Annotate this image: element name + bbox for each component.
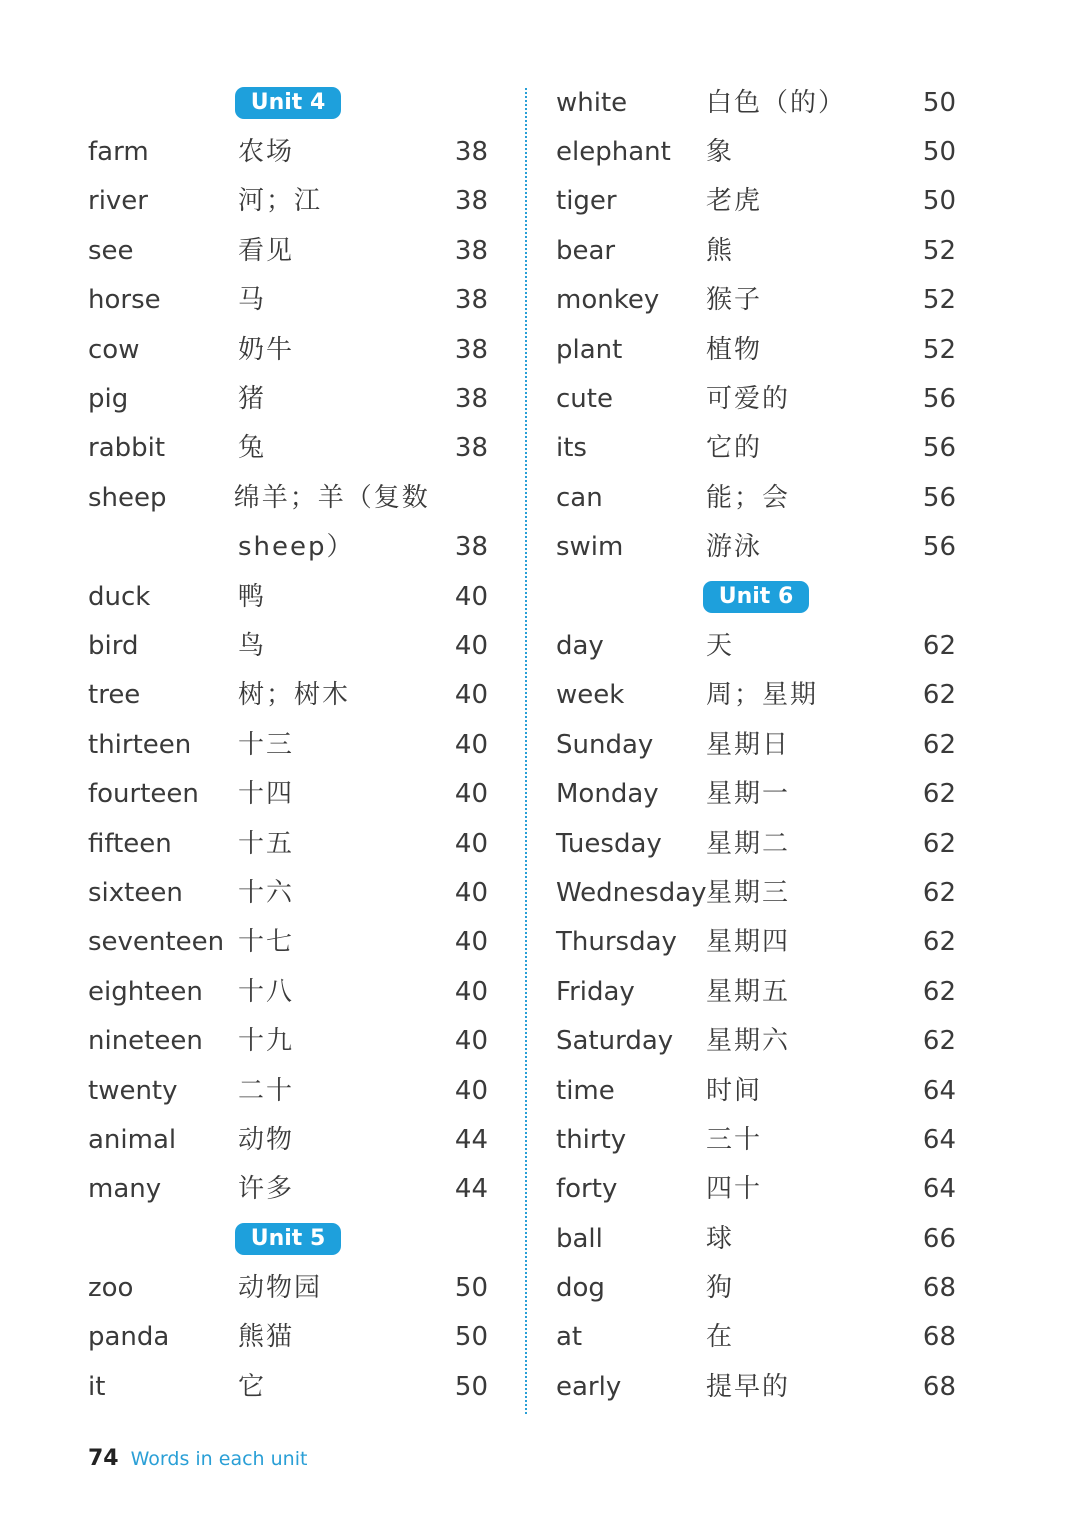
chinese-meaning: 白色（的） bbox=[706, 87, 847, 118]
chinese-meaning: 奶牛 bbox=[238, 334, 295, 365]
word-row bbox=[88, 325, 488, 374]
word-row bbox=[556, 1066, 956, 1115]
word-row bbox=[88, 868, 488, 917]
page-reference: 62 bbox=[922, 927, 956, 958]
page-reference: 38 bbox=[454, 433, 488, 464]
english-word: forty bbox=[556, 1174, 618, 1205]
word-row bbox=[88, 1016, 488, 1065]
page-reference: 64 bbox=[922, 1124, 956, 1155]
word-row bbox=[556, 819, 956, 868]
chinese-meaning: 它 bbox=[238, 1371, 267, 1402]
chinese-meaning: 树；树木 bbox=[238, 680, 351, 711]
page-reference: 40 bbox=[454, 581, 488, 612]
page-footer bbox=[88, 1446, 307, 1471]
english-word: Tuesday bbox=[556, 828, 662, 859]
english-word: week bbox=[556, 680, 625, 711]
english-word: see bbox=[88, 235, 134, 266]
chinese-meaning: 绵羊；羊（复数 bbox=[233, 482, 430, 513]
page-reference: 38 bbox=[454, 137, 488, 168]
page-reference: 62 bbox=[922, 779, 956, 810]
page-reference: 38 bbox=[454, 384, 488, 415]
chinese-meaning: 提早的 bbox=[706, 1371, 791, 1402]
chinese-meaning: 二十 bbox=[238, 1075, 295, 1106]
word-row bbox=[556, 1016, 956, 1065]
chinese-meaning: 它的 bbox=[706, 433, 763, 464]
word-row bbox=[556, 769, 956, 818]
english-word: river bbox=[88, 186, 148, 217]
chinese-meaning: 熊 bbox=[706, 235, 735, 266]
page-reference: 62 bbox=[922, 976, 956, 1007]
page-reference: 50 bbox=[454, 1371, 488, 1402]
chinese-meaning: 猪 bbox=[238, 384, 267, 415]
page-reference: 62 bbox=[922, 828, 956, 859]
word-row bbox=[88, 127, 488, 176]
word-row bbox=[88, 1115, 488, 1164]
word-row bbox=[88, 1165, 488, 1214]
english-word: dog bbox=[556, 1273, 605, 1304]
page-reference: 40 bbox=[454, 1026, 488, 1057]
chinese-meaning: 在 bbox=[706, 1322, 735, 1353]
chinese-meaning: 狗 bbox=[706, 1273, 735, 1304]
unit-heading bbox=[556, 572, 956, 621]
page-reference: 50 bbox=[922, 186, 956, 217]
page-reference: 66 bbox=[922, 1223, 956, 1254]
chinese-meaning: 可爱的 bbox=[706, 384, 791, 415]
word-row bbox=[88, 424, 488, 473]
chinese-meaning: 星期日 bbox=[706, 729, 791, 760]
word-row bbox=[88, 967, 488, 1016]
english-word: tree bbox=[88, 680, 141, 711]
word-row bbox=[88, 1263, 488, 1312]
word-row bbox=[88, 473, 488, 522]
page-reference: 52 bbox=[922, 285, 956, 316]
chinese-meaning: 十九 bbox=[238, 1026, 295, 1057]
word-row bbox=[88, 572, 488, 621]
left-word-column bbox=[88, 78, 488, 1412]
chinese-meaning: 许多 bbox=[238, 1174, 295, 1205]
english-word: time bbox=[556, 1075, 615, 1106]
chinese-meaning: 鸟 bbox=[238, 630, 267, 661]
english-word: swim bbox=[556, 532, 624, 563]
section-title: Words in each unit bbox=[130, 1448, 308, 1470]
chinese-meaning: 看见 bbox=[238, 235, 295, 266]
word-row bbox=[556, 1263, 956, 1312]
page-reference: 68 bbox=[922, 1371, 956, 1402]
english-word: fourteen bbox=[88, 779, 199, 810]
english-word: zoo bbox=[88, 1273, 134, 1304]
english-word: nineteen bbox=[88, 1026, 203, 1057]
page-reference: 38 bbox=[454, 235, 488, 266]
page-reference: 56 bbox=[922, 482, 956, 513]
unit-badge: Unit 4 bbox=[235, 87, 342, 119]
chinese-meaning: 动物 bbox=[238, 1124, 295, 1155]
english-word: elephant bbox=[556, 137, 671, 168]
chinese-meaning: 游泳 bbox=[706, 532, 763, 563]
page-reference: 62 bbox=[922, 630, 956, 661]
word-row bbox=[556, 1214, 956, 1263]
chinese-meaning: 星期六 bbox=[706, 1026, 791, 1057]
english-word: thirty bbox=[556, 1124, 627, 1155]
unit-badge: Unit 5 bbox=[235, 1223, 342, 1255]
chinese-meaning: 河；江 bbox=[238, 186, 323, 217]
chinese-meaning: 星期一 bbox=[706, 779, 791, 810]
page-reference: 52 bbox=[922, 235, 956, 266]
page-reference: 68 bbox=[922, 1322, 956, 1353]
page-reference: 40 bbox=[454, 828, 488, 859]
english-word: duck bbox=[88, 581, 151, 612]
word-row bbox=[88, 621, 488, 670]
chinese-meaning: 猴子 bbox=[706, 285, 763, 316]
page-reference: 40 bbox=[454, 729, 488, 760]
english-word: can bbox=[556, 482, 603, 513]
chinese-meaning: 天 bbox=[706, 630, 735, 661]
chinese-meaning: sheep） bbox=[238, 532, 355, 563]
word-row bbox=[556, 1362, 956, 1411]
unit-badge: Unit 6 bbox=[703, 581, 810, 613]
chinese-meaning: 星期五 bbox=[706, 976, 791, 1007]
word-row bbox=[88, 1313, 488, 1362]
english-word: bird bbox=[88, 630, 139, 661]
english-word: pig bbox=[88, 384, 129, 415]
english-word: many bbox=[88, 1174, 162, 1205]
page-number: 74 bbox=[88, 1446, 119, 1471]
word-row bbox=[88, 769, 488, 818]
page-reference: 40 bbox=[454, 1075, 488, 1106]
chinese-meaning: 马 bbox=[238, 285, 267, 316]
english-word: horse bbox=[88, 285, 161, 316]
page-reference: 64 bbox=[922, 1174, 956, 1205]
word-row bbox=[556, 1313, 956, 1362]
word-row bbox=[556, 127, 956, 176]
word-row bbox=[556, 1115, 956, 1164]
unit-heading bbox=[88, 1214, 488, 1263]
page-reference: 62 bbox=[922, 680, 956, 711]
chinese-meaning: 星期四 bbox=[706, 927, 791, 958]
word-row bbox=[88, 523, 488, 572]
english-word: it bbox=[88, 1371, 106, 1402]
chinese-meaning: 星期三 bbox=[706, 877, 791, 908]
english-word: fifteen bbox=[88, 828, 172, 859]
word-row bbox=[88, 1066, 488, 1115]
chinese-meaning: 十八 bbox=[238, 976, 295, 1007]
word-row bbox=[556, 177, 956, 226]
word-row bbox=[556, 621, 956, 670]
chinese-meaning: 十五 bbox=[238, 828, 295, 859]
chinese-meaning: 球 bbox=[706, 1223, 735, 1254]
english-word: Friday bbox=[556, 976, 635, 1007]
english-word: cute bbox=[556, 384, 613, 415]
english-word: cow bbox=[88, 334, 140, 365]
english-word: monkey bbox=[556, 285, 660, 316]
page-reference: 44 bbox=[454, 1124, 488, 1155]
word-row bbox=[88, 226, 488, 275]
word-row bbox=[556, 226, 956, 275]
page-reference: 62 bbox=[922, 1026, 956, 1057]
chinese-meaning: 周；星期 bbox=[706, 680, 819, 711]
word-row bbox=[556, 1165, 956, 1214]
page-reference: 56 bbox=[922, 532, 956, 563]
page-reference: 62 bbox=[922, 877, 956, 908]
word-row bbox=[88, 720, 488, 769]
english-word: tiger bbox=[556, 186, 617, 217]
word-row bbox=[556, 473, 956, 522]
page-reference: 44 bbox=[454, 1174, 488, 1205]
word-row bbox=[556, 374, 956, 423]
english-word: panda bbox=[88, 1322, 170, 1353]
page-reference: 40 bbox=[454, 630, 488, 661]
word-row bbox=[88, 671, 488, 720]
chinese-meaning: 农场 bbox=[238, 137, 295, 168]
column-divider bbox=[525, 88, 527, 1414]
english-word: sheep bbox=[88, 482, 167, 513]
chinese-meaning: 时间 bbox=[706, 1075, 763, 1106]
english-word: early bbox=[556, 1371, 622, 1402]
chinese-meaning: 象 bbox=[706, 137, 735, 168]
english-word: Wednesday bbox=[556, 877, 707, 908]
page-reference: 62 bbox=[922, 729, 956, 760]
chinese-meaning: 四十 bbox=[706, 1174, 763, 1205]
english-word: eighteen bbox=[88, 976, 203, 1007]
page-reference: 40 bbox=[454, 779, 488, 810]
chinese-meaning: 三十 bbox=[706, 1124, 763, 1155]
chinese-meaning: 能；会 bbox=[706, 482, 791, 513]
word-row bbox=[556, 918, 956, 967]
unit-heading bbox=[88, 78, 488, 127]
page-reference: 38 bbox=[454, 186, 488, 217]
english-word: day bbox=[556, 630, 604, 661]
word-row bbox=[556, 276, 956, 325]
page-reference: 50 bbox=[922, 87, 956, 118]
word-row bbox=[88, 177, 488, 226]
word-row bbox=[88, 276, 488, 325]
english-word: Thursday bbox=[556, 927, 677, 958]
word-row bbox=[556, 424, 956, 473]
page-reference: 56 bbox=[922, 384, 956, 415]
english-word: sixteen bbox=[88, 877, 183, 908]
chinese-meaning: 植物 bbox=[706, 334, 763, 365]
english-word: farm bbox=[88, 137, 149, 168]
page-reference: 40 bbox=[454, 927, 488, 958]
word-row bbox=[556, 671, 956, 720]
chinese-meaning: 兔 bbox=[238, 433, 267, 464]
page-reference: 50 bbox=[922, 137, 956, 168]
chinese-meaning: 十三 bbox=[238, 729, 295, 760]
page-reference: 38 bbox=[454, 285, 488, 316]
english-word: Sunday bbox=[556, 729, 654, 760]
english-word: its bbox=[556, 433, 587, 464]
word-row bbox=[88, 819, 488, 868]
english-word: rabbit bbox=[88, 433, 166, 464]
word-row bbox=[88, 374, 488, 423]
page-reference: 50 bbox=[454, 1273, 488, 1304]
chinese-meaning: 十六 bbox=[238, 877, 295, 908]
page-reference: 38 bbox=[454, 334, 488, 365]
page-reference: 40 bbox=[454, 976, 488, 1007]
page-reference: 52 bbox=[922, 334, 956, 365]
english-word: white bbox=[556, 87, 628, 118]
word-row bbox=[556, 967, 956, 1016]
english-word: twenty bbox=[88, 1075, 178, 1106]
word-row bbox=[556, 523, 956, 572]
word-row bbox=[556, 78, 956, 127]
english-word: bear bbox=[556, 235, 616, 266]
word-row bbox=[556, 325, 956, 374]
word-row bbox=[88, 1362, 488, 1411]
english-word: ball bbox=[556, 1223, 603, 1254]
english-word: plant bbox=[556, 334, 623, 365]
english-word: animal bbox=[88, 1124, 177, 1155]
page-reference: 40 bbox=[454, 680, 488, 711]
page-reference: 38 bbox=[454, 532, 488, 563]
chinese-meaning: 十四 bbox=[238, 779, 295, 810]
page-reference: 56 bbox=[922, 433, 956, 464]
word-row bbox=[556, 720, 956, 769]
right-word-column bbox=[556, 78, 956, 1412]
english-word: at bbox=[556, 1322, 583, 1353]
chinese-meaning: 老虎 bbox=[706, 186, 763, 217]
chinese-meaning: 十七 bbox=[238, 927, 295, 958]
page-reference: 68 bbox=[922, 1273, 956, 1304]
word-row bbox=[88, 918, 488, 967]
page-reference: 40 bbox=[454, 877, 488, 908]
word-row bbox=[556, 868, 956, 917]
chinese-meaning: 熊猫 bbox=[238, 1322, 295, 1353]
english-word: seventeen bbox=[88, 927, 225, 958]
english-word: thirteen bbox=[88, 729, 192, 760]
page-reference: 50 bbox=[454, 1322, 488, 1353]
chinese-meaning: 鸭 bbox=[238, 581, 267, 612]
chinese-meaning: 动物园 bbox=[238, 1273, 323, 1304]
chinese-meaning: 星期二 bbox=[706, 828, 791, 859]
page-reference: 64 bbox=[922, 1075, 956, 1106]
english-word: Saturday bbox=[556, 1026, 674, 1057]
english-word: Monday bbox=[556, 779, 659, 810]
